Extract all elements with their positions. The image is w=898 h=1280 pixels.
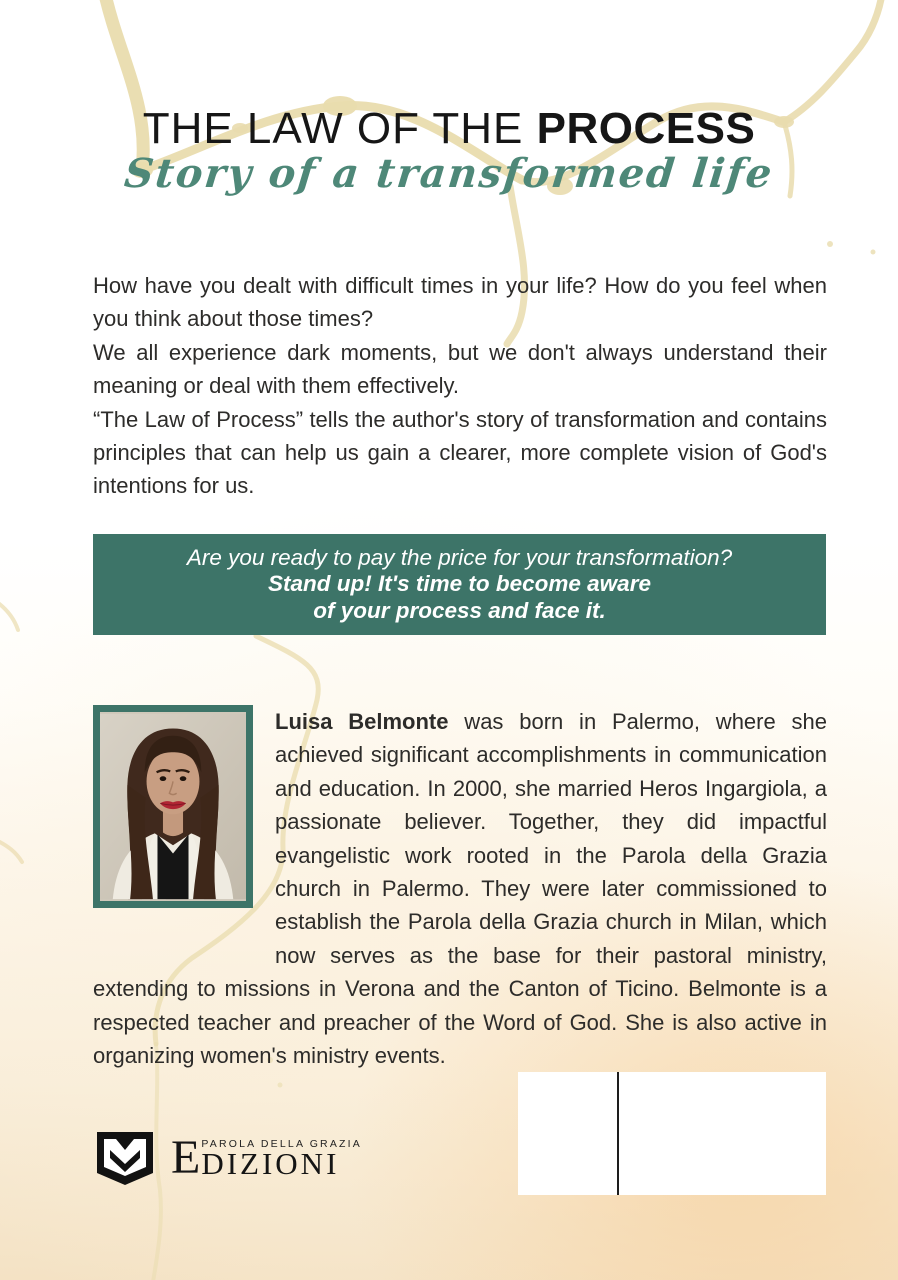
author-photo	[93, 705, 253, 908]
book-title-bold: PROCESS	[536, 104, 756, 153]
author-portrait-illustration	[100, 712, 246, 901]
publisher-wordmark	[171, 1130, 362, 1184]
intro-paragraph-3: “The Law of Process” tells the author's story of transformation and contains principles that can help us gain a clearer, more complete vision of God's intentions for us.	[93, 406, 827, 499]
publisher-wordmark-rest: DIZIONI	[201, 1145, 340, 1181]
intro-paragraph-2: We all experience dark moments, but we don't always understand their meaning or deal with them effectively.	[93, 339, 827, 399]
barcode-placeholder-box	[518, 1072, 826, 1195]
author-bio-body: was born in Palermo, where she achieved significant accomplishments in communication and education. In 2000, she married Heros Ingargiola, a passionate believer. Together, they did impactful evangelistic work rooted in the Parola della Grazia church in Palermo. They were later commissioned to establish the Parola della Grazia church in Milan, which now serves as the base for their pastoral ministry, extending to missions in Verona and the Canton of Ticino. Belmonte is a respected teacher and preacher of the Word of God. She is also active in organizing women's ministry events.	[93, 709, 827, 1069]
quote-line-2: Stand up! It's time to become aware	[268, 571, 651, 597]
book-title	[0, 106, 898, 152]
intro-paragraph-1: How have you dealt with difficult times in your life? How do you feel when you think about those times?	[93, 273, 827, 332]
quote-line-3: of your process and face it.	[313, 597, 606, 623]
publisher-initial: E	[171, 1130, 201, 1184]
quote-line-1: Are you ready to pay the price for your transformation?	[186, 544, 733, 570]
open-book-icon	[93, 1128, 157, 1186]
author-bio-section	[93, 705, 827, 1072]
author-name: Luisa Belmonte	[275, 709, 449, 734]
intro-blurb	[93, 269, 827, 503]
barcode-divider-line	[617, 1072, 619, 1195]
quote-banner	[93, 534, 826, 635]
book-subtitle: Story of a transformed life	[122, 150, 776, 198]
book-title-regular: THE LAW OF THE	[142, 104, 537, 153]
publisher-logo	[93, 1128, 362, 1186]
publisher-tagline: PAROLA DELLA GRAZIA	[201, 1137, 362, 1150]
title-block	[0, 106, 898, 197]
